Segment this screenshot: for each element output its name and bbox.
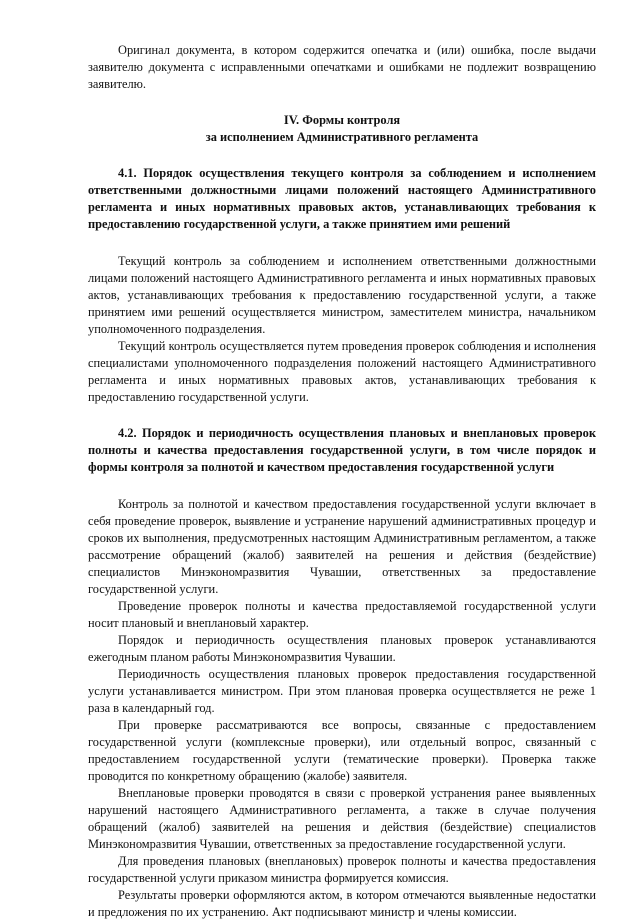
subsection-4-2-heading: 4.2. Порядок и периодичность осуществления плановых и внеплановых проверок полноты и качества предоставления государственной услуги, в том числе порядок и формы контроля за полнотой и качеством предоставления государственной услуги [88,426,596,474]
paragraph-4-1-1: Текущий контроль за соблюдением и исполнением ответственными должностными лицами положений настоящего Административного регламента и иных нормативных правовых актов, устанавливающих требования к предоставлению государственной услуги, а также принятием ими решений осуществляется министром, заместителем министра, начальником уполномоченного подразделения. [88,254,596,336]
paragraph-4-1-2: Текущий контроль осуществляется путем проведения проверок соблюдения и исполнения специалистами уполномоченного подразделения положений настоящего Административного регламента и иных нормативных правовых актов, устанавливающих требования к предоставлению государственной услуги. [88,339,596,404]
intro-paragraph: Оригинал документа, в котором содержится опечатка и (или) ошибка, после выдачи заявителю документа с исправленными опечатками и ошибками не подлежит возвращению заявителю. [88,43,596,91]
section-iv-title-line1: IV. Формы контроля [283,113,401,127]
section-iv-title-line2: за исполнением Административного регламента [205,130,479,144]
paragraph-4-2-5: При проверке рассматриваются все вопросы, связанные с предоставлением государственной услуги (комплексные проверки), или отдельный вопрос, связанный с предоставлением государственной услуги (тематические проверки). Проверка также проводится по конкретному обращению (жалобе) заявителя. [88,718,596,783]
section-iv-title [88,112,596,146]
paragraph-4-2-8: Результаты проверки оформляются актом, в котором отмечаются выявленные недостатки и предложения по их устранению. Акт подписывают министр и члены комиссии. [88,888,596,919]
paragraph-4-2-6: Внеплановые проверки проводятся в связи с проверкой устранения ранее выявленных нарушений настоящего Административного регламента, а также в случае получения обращений (жалоб) заявителей на решения и действия (бездействие) специалистов Минэкономразвития Чувашии, ответственных за предоставление государственной услуги. [88,786,596,851]
paragraph-4-2-7: Для проведения плановых (внеплановых) проверок полноты и качества предоставления государственной услуги приказом министра формируется комиссия. [88,854,596,885]
paragraph-4-2-4: Периодичность осуществления плановых проверок предоставления государственной услуги устанавливается министром. При этом плановая проверка осуществляется не реже 1 раза в календарный год. [88,667,596,715]
paragraph-4-2-3: Порядок и периодичность осуществления плановых проверок устанавливаются ежегодным планом работы Минэкономразвития Чувашии. [88,633,596,664]
paragraph-4-2-1: Контроль за полнотой и качеством предоставления государственной услуги включает в себя проведение проверок, выявление и устранение нарушений административных процедур и сроков их выполнения, предусмотренных настоящим Административным регламентом, а также рассмотрение обращений (жалоб) заявителей на решения и действия (бездействие) специалистов Минэкономразвития Чувашии, ответственных за предоставление государственной услуги. [88,497,596,596]
paragraph-4-2-2: Проведение проверок полноты и качества предоставляемой государственной услуги носит плановый и внеплановый характер. [88,599,596,630]
subsection-4-1-heading: 4.1. Порядок осуществления текущего контроля за соблюдением и исполнением ответственными должностными лицами положений настоящего Административного регламента и иных нормативных правовых актов, устанавливающих требования к предоставлению государственной услуги, а также принятием ими решений [88,166,596,231]
